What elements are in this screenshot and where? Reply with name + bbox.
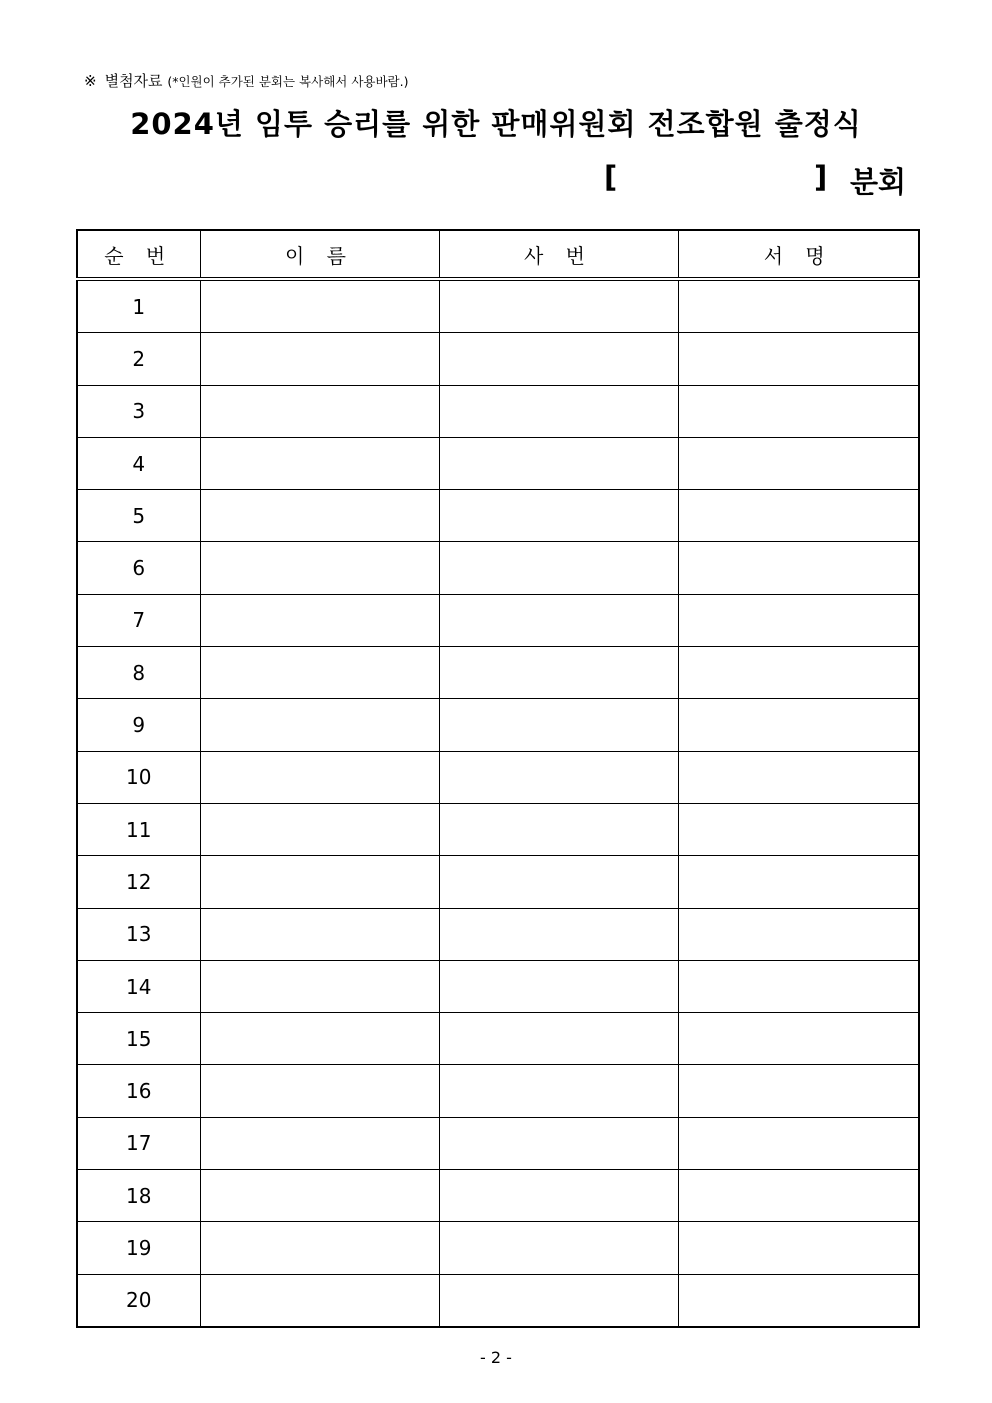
name-cell[interactable] <box>200 1274 439 1327</box>
table-row <box>77 1222 919 1274</box>
table-row <box>77 279 919 333</box>
table-row <box>77 803 919 855</box>
employee-id-cell[interactable] <box>439 908 678 960</box>
signature-cell[interactable] <box>678 490 919 542</box>
name-cell[interactable] <box>200 1013 439 1065</box>
employee-id-cell[interactable] <box>439 594 678 646</box>
employee-id-cell[interactable] <box>439 385 678 437</box>
page-number: - 2 - <box>480 1348 512 1367</box>
row-number-cell: 20 <box>77 1274 200 1327</box>
column-header-number: 순 번 <box>77 230 200 279</box>
employee-id-cell[interactable] <box>439 542 678 594</box>
row-number-cell: 2 <box>77 333 200 385</box>
signature-cell[interactable] <box>678 1222 919 1274</box>
attachment-detail: (*인원이 추가된 분회는 복사해서 사용바람.) <box>167 74 409 89</box>
employee-id-cell[interactable] <box>439 751 678 803</box>
employee-id-cell[interactable] <box>439 333 678 385</box>
employee-id-cell[interactable] <box>439 803 678 855</box>
employee-id-cell[interactable] <box>439 1117 678 1169</box>
row-number-cell: 6 <box>77 542 200 594</box>
name-cell[interactable] <box>200 856 439 908</box>
name-cell[interactable] <box>200 490 439 542</box>
employee-id-cell[interactable] <box>439 437 678 489</box>
signature-cell[interactable] <box>678 542 919 594</box>
row-number-cell: 19 <box>77 1222 200 1274</box>
table-row <box>77 1117 919 1169</box>
row-number-cell: 15 <box>77 1013 200 1065</box>
branch-label: 분회 <box>850 165 907 199</box>
employee-id-cell[interactable] <box>439 647 678 699</box>
name-cell[interactable] <box>200 1117 439 1169</box>
row-number-cell: 18 <box>77 1170 200 1222</box>
signature-cell[interactable] <box>678 385 919 437</box>
branch-open-bracket: [ <box>604 160 618 194</box>
employee-id-cell[interactable] <box>439 279 678 333</box>
name-cell[interactable] <box>200 594 439 646</box>
name-cell[interactable] <box>200 437 439 489</box>
row-number-cell: 4 <box>77 437 200 489</box>
signature-cell[interactable] <box>678 1065 919 1117</box>
signature-cell[interactable] <box>678 856 919 908</box>
column-header-signature: 서 명 <box>678 230 919 279</box>
employee-id-cell[interactable] <box>439 1013 678 1065</box>
document-title: 2024년 임투 승리를 위한 판매위원회 전조합원 출정식 <box>130 107 862 141</box>
table-row <box>77 647 919 699</box>
table-row <box>77 856 919 908</box>
attendance-table <box>76 229 920 1328</box>
column-header-name: 이 름 <box>200 230 439 279</box>
row-number-cell: 8 <box>77 647 200 699</box>
row-number-cell: 14 <box>77 960 200 1012</box>
table-row <box>77 1170 919 1222</box>
signature-cell[interactable] <box>678 960 919 1012</box>
row-number-cell: 12 <box>77 856 200 908</box>
table-row <box>77 385 919 437</box>
signature-cell[interactable] <box>678 333 919 385</box>
row-number-cell: 13 <box>77 908 200 960</box>
table-row <box>77 542 919 594</box>
signature-cell[interactable] <box>678 279 919 333</box>
name-cell[interactable] <box>200 908 439 960</box>
signature-cell[interactable] <box>678 1274 919 1327</box>
name-cell[interactable] <box>200 699 439 751</box>
table-row <box>77 594 919 646</box>
signature-cell[interactable] <box>678 437 919 489</box>
attachment-note <box>84 70 408 91</box>
name-cell[interactable] <box>200 385 439 437</box>
signature-cell[interactable] <box>678 1117 919 1169</box>
table-row <box>77 437 919 489</box>
attachment-label: 별첨자료 <box>104 72 163 90</box>
signature-cell[interactable] <box>678 1170 919 1222</box>
name-cell[interactable] <box>200 1170 439 1222</box>
signature-cell[interactable] <box>678 594 919 646</box>
branch-field <box>604 160 914 200</box>
table-header-row <box>77 230 919 279</box>
row-number-cell: 11 <box>77 803 200 855</box>
employee-id-cell[interactable] <box>439 1065 678 1117</box>
table-row <box>77 333 919 385</box>
table-row <box>77 490 919 542</box>
table-row <box>77 1274 919 1327</box>
branch-close-bracket: ] <box>814 160 828 194</box>
signature-cell[interactable] <box>678 803 919 855</box>
employee-id-cell[interactable] <box>439 490 678 542</box>
name-cell[interactable] <box>200 751 439 803</box>
employee-id-cell[interactable] <box>439 1274 678 1327</box>
row-number-cell: 10 <box>77 751 200 803</box>
signature-cell[interactable] <box>678 1013 919 1065</box>
row-number-cell: 7 <box>77 594 200 646</box>
column-header-employee-id: 사 번 <box>439 230 678 279</box>
table-row <box>77 960 919 1012</box>
signature-cell[interactable] <box>678 751 919 803</box>
signature-cell[interactable] <box>678 647 919 699</box>
row-number-cell: 5 <box>77 490 200 542</box>
employee-id-cell[interactable] <box>439 699 678 751</box>
name-cell[interactable] <box>200 333 439 385</box>
table-row <box>77 751 919 803</box>
name-cell[interactable] <box>200 1065 439 1117</box>
name-cell[interactable] <box>200 279 439 333</box>
row-number-cell: 17 <box>77 1117 200 1169</box>
name-cell[interactable] <box>200 1222 439 1274</box>
employee-id-cell[interactable] <box>439 960 678 1012</box>
reference-mark-icon: ※ <box>84 72 97 90</box>
signature-cell[interactable] <box>678 908 919 960</box>
row-number-cell: 9 <box>77 699 200 751</box>
row-number-cell: 16 <box>77 1065 200 1117</box>
employee-id-cell[interactable] <box>439 1222 678 1274</box>
signature-cell[interactable] <box>678 699 919 751</box>
name-cell[interactable] <box>200 542 439 594</box>
table-body <box>77 279 919 1327</box>
employee-id-cell[interactable] <box>439 856 678 908</box>
table-row <box>77 1065 919 1117</box>
name-cell[interactable] <box>200 647 439 699</box>
name-cell[interactable] <box>200 803 439 855</box>
table-row <box>77 1013 919 1065</box>
table-row <box>77 908 919 960</box>
table-row <box>77 699 919 751</box>
row-number-cell: 1 <box>77 279 200 333</box>
employee-id-cell[interactable] <box>439 1170 678 1222</box>
name-cell[interactable] <box>200 960 439 1012</box>
row-number-cell: 3 <box>77 385 200 437</box>
